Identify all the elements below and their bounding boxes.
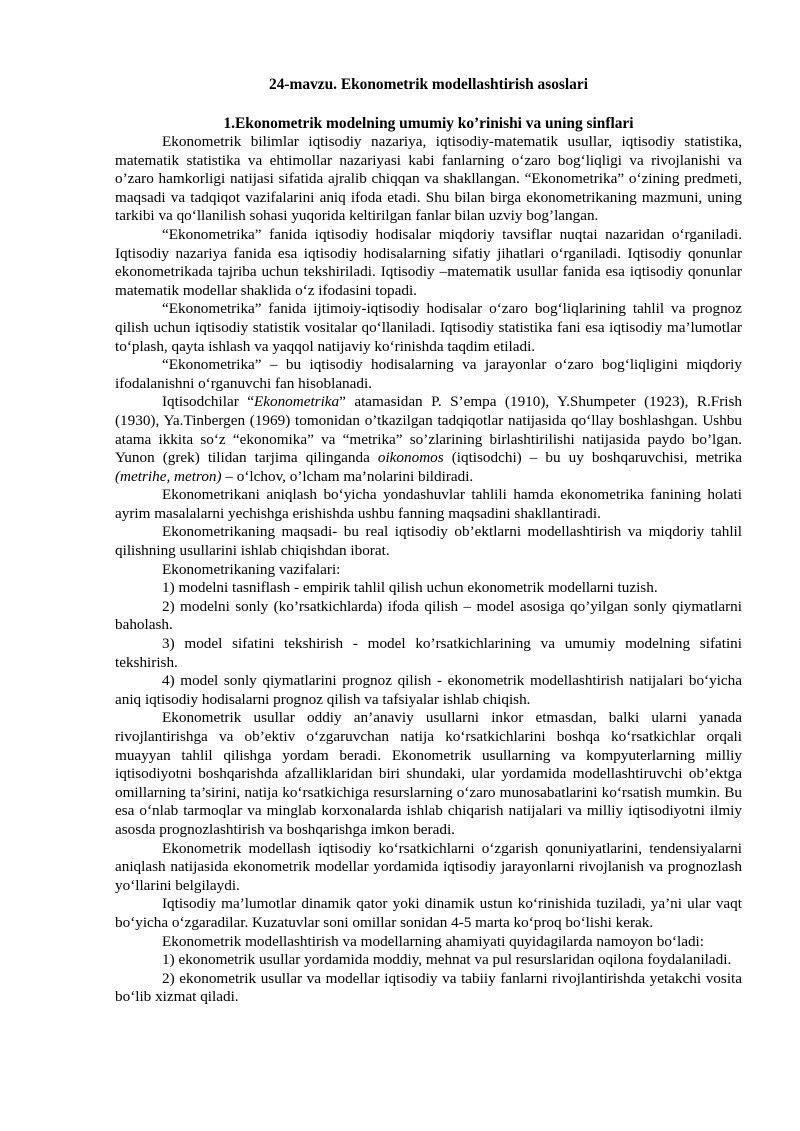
paragraph: Ekonometrik modellash iqtisodiy ko‘rsatkichlarni o‘zgarish qonuniyatlarini, tendensiyalarni aniqlash natijasida ekonometrik modellar yordamida iqtisodiy jarayonlarni rivojlanish va prognozlash yo‘llarini belgilaydi. (115, 839, 742, 894)
paragraph: Iqtisodiy ma’lumotlar dinamik qator yoki dinamik ustun ko‘rinishida tuziladi, ya’ni ular vaqt bo‘yicha o‘zgaradilar. Kuzatuvlar soni omillar sonidan 4-5 marta ko‘proq bo‘lishi kerak. (115, 895, 742, 931)
task-item: 2) modelni sonly (ko’rsatkichlarda) ifoda qilish – model asosiga qo’yilgan sonly qiymatlarni baholash. (115, 597, 742, 634)
page-title: 24-mavzu. Ekonometrik modellashtirish asoslari (269, 76, 588, 93)
text-run: Iqtisodchilar “ (162, 393, 254, 411)
task-item: 4) model sonly qiymatlarini prognoz qilish - ekonometrik modellashtirish natijalari bo‘yicha aniq iqtisodiy hodisalarni prognoz qilish va tafsiyalar ishlab chiqish. (115, 672, 742, 708)
paragraph: Ekonometrikaning maqsadi- bu real iqtisodiy ob’ektlarni modellashtirish va miqdoriy tahlil qilishning usullarini ishlab chiqishdan iborat. (115, 523, 742, 560)
text-run: – o‘lchov, o’lcham ma’nolarini bildiradi. (221, 467, 474, 485)
paragraph: Ekonometrik bilimlar iqtisodiy nazariya, iqtisodiy-matematik usullar, iqtisodiy statistika, matematik statistika va ehtimollar nazariyasi kabi fanlarning o‘zaro bog‘liqligi va rivojlanishi va o’zaro hamkorligi natijasi sifatida ajralib chiqqan va shakllangan. “Ekonometrika” o‘zining predmeti, maqsadi va tadqiqot vazifalarini aniq ifoda etadi. Shu bilan birga ekonometrikaning mazmuni, uning tarkibi va qo‘llanilish sohasi yuqorida keltirilgan fanlar bilan uzviy bog’langan. (115, 133, 742, 225)
list-item: 2) ekonometrik usullar va modellar iqtisodiy va tabiiy fanlarni rivojlantirishda yetakchi vosita bo‘lib xizmat qiladi. (115, 969, 742, 1006)
text-run: (iqtisodchi) – bu uy boshqaruvchisi, metrika (443, 449, 742, 467)
paragraph: Ekonometrik modellashtirish va modellarning ahamiyati quyidagilarda namoyon bo‘ladi: (162, 932, 704, 950)
list-item: 1) ekonometrik usullar yordamida moddiy, mehnat va pul resurslaridan oqilona foydalaniladi. (162, 951, 732, 969)
text-run: ” atamasidan P. S’empa (1910), Y.Shumpeter (1923), R.Frish (1930), Ya.Tinbergen (1969) tomonidan o’tkazilgan tadqiqotlar natijasida qo‘llay boshlashgan. Ushbu atama ikkita so‘z “ekonomika” va “metrika” so’zlarining birlashtirilishi natijasida paydo bo’lgan. Yunon (grek) tilidan tarjima qilinganda (115, 393, 742, 467)
origin-paragraph (115, 393, 742, 486)
paragraph: “Ekonometrika” fanida iqtisodiy hodisalar miqdoriy tavsiflar nuqtai nazaridan o‘rganiladi. Iqtisodiy nazariya fanida esa iqtisodiy hodisalarning sifatiy jihatlari o‘rganiladi. Iqtisodiy qonunlar ekonometrikada tajriba uchun tekshiriladi. Iqtisodiy –matematik usullar fanida esa iqtisodiy qonunlar matematik modellar shaklida o‘z ifodasini topadi. (115, 225, 742, 299)
italic-term: (metrihe, metron) (115, 467, 222, 485)
paragraph: Ekonometrikani aniqlash bo‘yicha yondashuvlar tahlili hamda ekonometrika fanining holati ayrim masalalarni yechishga erishishda ushbu fanning maqsadini shakllantiradi. (115, 486, 742, 522)
italic-term: oikonomos (377, 449, 444, 467)
paragraph: “Ekonometrika” fanida ijtimoiy-iqtisodiy hodisalar o‘zaro bog‘liqlarining tahlil va prognoz qilish uchun iqtisodiy statistik vositalar qo‘llaniladi. Iqtisodiy statistika fani esa iqtisodiy ma’lumotlar to‘plash, qayta ishlash va yaqqol natijaviy ko‘rinishda taqdim etiladi. (115, 300, 742, 355)
section-heading: 1.Ekonometrik modelning umumiy ko’rinishi va uning sinflari (223, 115, 634, 132)
tasks-heading: Ekonometrikaning vazifalari: (162, 560, 341, 578)
paragraph: Ekonometrik usullar oddiy an’anaviy usullarni inkor etmasdan, balki ularni yanada rivojlantirishga va ob’ektiv o‘zgaruvchan natija ko‘rsatkichlarini boshqa ko‘rsatkichlar orqali muayyan tahlil qilishga yordam beradi. Ekonometrik usullarning va kompyuterlarning milliy iqtisodiyotni boshqarishda afzalliklaridan biri shundaki, ular yordamida modellashtiruvchi ob’ektga omillarning ta’sirini, natija ko‘rsatkichiga resurslarning o‘zaro munosabatlarini ko‘rsatish mumkin. Bu esa o‘nlab tarmoqlar va minglab korxonalarda ishlab chiqarish natijalari va milliy iqtisodiyotni ilmiy asosda prognozlashtirish va boshqarishga imkon beradi. (115, 709, 742, 838)
paragraph: “Ekonometrika” – bu iqtisodiy hodisalarning va jarayonlar o‘zaro bog‘liqligini miqdoriy ifodalanishni o‘rganuvchi fan hisoblanadi. (115, 356, 742, 392)
italic-term: Ekonometrika (253, 393, 340, 411)
task-item: 1) modelni tasniflash - empirik tahlil qilish uchun ekonometrik modellarni tuzish. (162, 579, 658, 597)
task-item: 3) model sifatini tekshirish - model ko’rsatkichlarining va umumiy modelning sifatini tekshirish. (115, 635, 742, 671)
document-page (115, 75, 742, 1007)
